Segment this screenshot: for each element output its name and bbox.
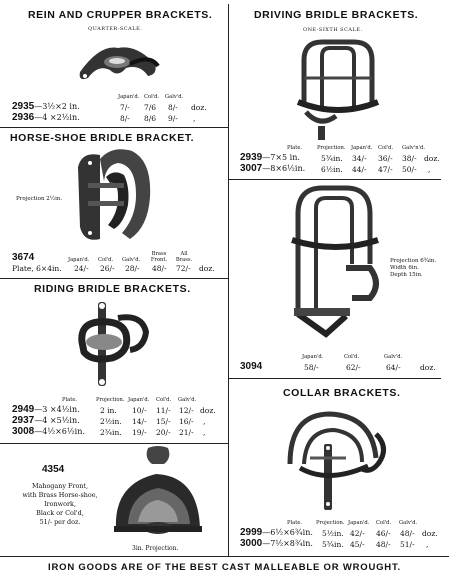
riding-2937-projection: 2½in. [100, 417, 122, 426]
rein-header-galvd: Galv'd. [165, 94, 184, 100]
driving-3007-unit: , [428, 165, 431, 174]
item-size: —4 ×2½in. [34, 113, 80, 122]
collar-header-cold: Col'd. [376, 520, 392, 526]
collar-row-3000 [240, 538, 313, 549]
note-line: Projection 6¾in. [390, 258, 437, 264]
rein-header-japand: Japan'd. [118, 94, 140, 100]
collar-2999-projection: 5½in. [322, 529, 344, 538]
footer-rule [0, 556, 449, 557]
horseshoe-price-japand: 24/- [74, 264, 89, 273]
riding-header-cold: Col'd. [156, 397, 172, 403]
column-divider [228, 4, 229, 556]
big-header-cold: Col'd. [344, 354, 360, 360]
big-price-galvd: 64/- [386, 363, 401, 372]
mahogany-bracket-image [108, 444, 208, 540]
rein-scale: QUARTER-SCALE. [88, 26, 143, 32]
horseshoe-price-galvd: 28/- [125, 264, 140, 273]
riding-2937-galvd: 16/- [179, 417, 194, 426]
item-plate: —7½×8¾in. [262, 539, 313, 548]
driving-title: DRIVING BRIDLE BRACKETS. [254, 9, 419, 21]
driving-big-note [390, 258, 436, 279]
item-number: 2999 [240, 527, 263, 538]
big-unit: doz. [420, 363, 436, 372]
riding-2949-unit: doz. [200, 406, 216, 415]
driving-3007-japand: 44/- [352, 165, 367, 174]
rein-row-2935 [12, 101, 80, 112]
item-number: 2935 [12, 101, 35, 112]
collar-header-galvd: Galv'd. [399, 520, 418, 526]
driving-header-projection: Projection. [317, 145, 346, 151]
driving-3007-cold: 47/- [378, 165, 393, 174]
note-line: Depth 15in. [390, 272, 423, 278]
note-line: Width 6in. [390, 265, 419, 271]
section-divider [228, 378, 441, 379]
rein-2935-galvd: 8/- [168, 103, 178, 112]
riding-2949-galvd: 12/- [179, 406, 194, 415]
horseshoe-header-brass-front: Brass Front. [150, 251, 168, 263]
mahogany-description [14, 482, 106, 527]
driving-header-plate: Plate. [287, 145, 303, 151]
collar-2999-cold: 46/- [376, 529, 391, 538]
horseshoe-bracket-image [70, 147, 155, 247]
big-price-japand: 58/- [304, 363, 319, 372]
section-divider [228, 179, 441, 180]
footer-text: IRON GOODS ARE OF THE BEST CAST MALLEABLE OR WROUGHT. [48, 562, 401, 573]
horseshoe-number: 3674 [12, 252, 35, 263]
item-number: 3008 [12, 426, 35, 437]
mahogany-line: Black or Col'd, [36, 509, 84, 517]
item-number: 2939 [240, 152, 263, 163]
horseshoe-header-galvd: Galv'd. [122, 257, 141, 263]
rein-2935-unit: doz. [191, 103, 207, 112]
driving-row-2939 [240, 152, 300, 163]
item-plate: —6½×6¾in. [262, 528, 313, 537]
item-plate: —4 ×5½in. [34, 416, 80, 425]
riding-3008-cold: 20/- [156, 428, 171, 437]
big-price-cold: 62/- [346, 363, 361, 372]
rein-2936-galvd: 9/- [168, 114, 178, 123]
horseshoe-unit: doz. [199, 264, 215, 273]
horseshoe-price-cold: 26/- [100, 264, 115, 273]
collar-2999-unit: doz. [422, 529, 438, 538]
mahogany-projection: 3in. Projection. [132, 545, 179, 552]
riding-row-3008 [12, 426, 85, 437]
horseshoe-price-brass-front: 48/- [152, 264, 167, 273]
horseshoe-header-cold: Col'd. [98, 257, 114, 263]
riding-header-projection: Projection. [96, 397, 125, 403]
item-number: 2937 [12, 415, 35, 426]
rein-row-2936 [12, 112, 80, 123]
riding-2937-unit: , [203, 417, 206, 426]
riding-3008-projection: 2¾in. [100, 428, 122, 437]
driving-2939-projection: 5¾in. [321, 154, 343, 163]
driving-2939-japand: 34/- [352, 154, 367, 163]
big-number: 3094 [240, 361, 263, 372]
driving-3007-galvnd: 50/- [402, 165, 417, 174]
riding-2949-cold: 11/- [156, 406, 171, 415]
driving-header-galvnd: Galv'n'd. [402, 145, 425, 151]
collar-2999-japand: 42/- [350, 529, 365, 538]
mahogany-line: with Brass Horse-shoe, [22, 491, 98, 499]
riding-3008-japand: 19/- [132, 428, 147, 437]
driving-row-3007 [240, 163, 305, 174]
rein-header-cold: Col'd. [144, 94, 160, 100]
rein-2936-japand: 8/- [120, 114, 130, 123]
collar-header-plate: Plate. [287, 520, 303, 526]
item-size: —3½×2 in. [34, 102, 80, 111]
driving-bracket-large-image [286, 184, 386, 346]
driving-scale: ONE-SIXTH SCALE. [303, 27, 363, 33]
driving-2939-cold: 36/- [378, 154, 393, 163]
horseshoe-header-all-brass: All Brass. [175, 251, 193, 263]
collar-title: COLLAR BRACKETS. [283, 387, 401, 399]
driving-header-japand: Japan'd. [351, 145, 373, 151]
riding-header-japand: Japan'd. [128, 397, 150, 403]
rein-2936-unit: , [193, 114, 196, 123]
riding-row-2937 [12, 415, 80, 426]
driving-3007-projection: 6½in. [321, 165, 343, 174]
rein-2935-japand: 7/- [120, 103, 130, 112]
collar-2999-galvd: 48/- [400, 529, 415, 538]
item-plate: —7×5 in. [262, 153, 300, 162]
rein-title: REIN AND CRUPPER BRACKETS. [28, 9, 213, 21]
horseshoe-title: HORSE-SHOE BRIDLE BRACKET. [10, 132, 195, 144]
big-header-galvd: Galv'd. [384, 354, 403, 360]
collar-bracket-image [280, 404, 390, 514]
riding-2937-japand: 14/- [132, 417, 147, 426]
big-header-japand: Japan'd. [302, 354, 324, 360]
riding-3008-unit: , [203, 428, 206, 437]
mahogany-line: Mahogany Front, [31, 482, 89, 490]
collar-3000-japand: 45/- [350, 540, 365, 549]
rein-crupper-bracket-image [70, 34, 165, 94]
item-number: 3007 [240, 163, 263, 174]
collar-3000-galvd: 51/- [400, 540, 415, 549]
item-number: 2936 [12, 112, 35, 123]
driving-2939-galvnd: 38/- [402, 154, 417, 163]
collar-row-2999 [240, 527, 313, 538]
riding-2949-japand: 10/- [132, 406, 147, 415]
collar-3000-projection: 5¾in. [322, 540, 344, 549]
item-plate: —8×6½in. [262, 164, 306, 173]
horseshoe-header-japand: Japan'd. [68, 257, 90, 263]
riding-2937-cold: 15/- [156, 417, 171, 426]
collar-3000-cold: 48/- [376, 540, 391, 549]
section-divider [0, 278, 228, 279]
riding-bracket-image [72, 298, 152, 390]
collar-header-projection: Projection. [316, 520, 345, 526]
mahogany-line: 51/- per doz. [39, 518, 81, 526]
riding-3008-galvd: 21/- [179, 428, 194, 437]
item-plate: —4½×6½in. [34, 427, 85, 436]
mahogany-number: 4354 [42, 464, 65, 475]
riding-header-plate: Plate. [62, 397, 78, 403]
item-number: 3000 [240, 538, 263, 549]
riding-row-2949 [12, 404, 80, 415]
riding-title: RIDING BRIDLE BRACKETS. [34, 283, 191, 295]
driving-bracket-small-image [292, 36, 382, 142]
driving-header-cold: Col'd. [378, 145, 394, 151]
item-number: 2949 [12, 404, 35, 415]
riding-header-galvd: Galv'd. [178, 397, 197, 403]
rein-2935-cold: 7/6 [144, 103, 157, 112]
driving-2939-unit: doz. [424, 154, 440, 163]
rein-2936-cold: 8/6 [144, 114, 157, 123]
riding-2949-projection: 2 in. [100, 406, 117, 415]
section-divider [0, 127, 228, 128]
mahogany-line: Ironwork, [44, 500, 76, 508]
collar-header-japand: Japan'd. [348, 520, 370, 526]
horseshoe-description: Plate, 6×4in. [12, 264, 62, 273]
collar-3000-unit: , [426, 540, 429, 549]
horseshoe-projection: Projection 2½in. [16, 196, 63, 202]
item-plate: —3 ×4½in. [34, 405, 80, 414]
horseshoe-price-all-brass: 72/- [176, 264, 191, 273]
